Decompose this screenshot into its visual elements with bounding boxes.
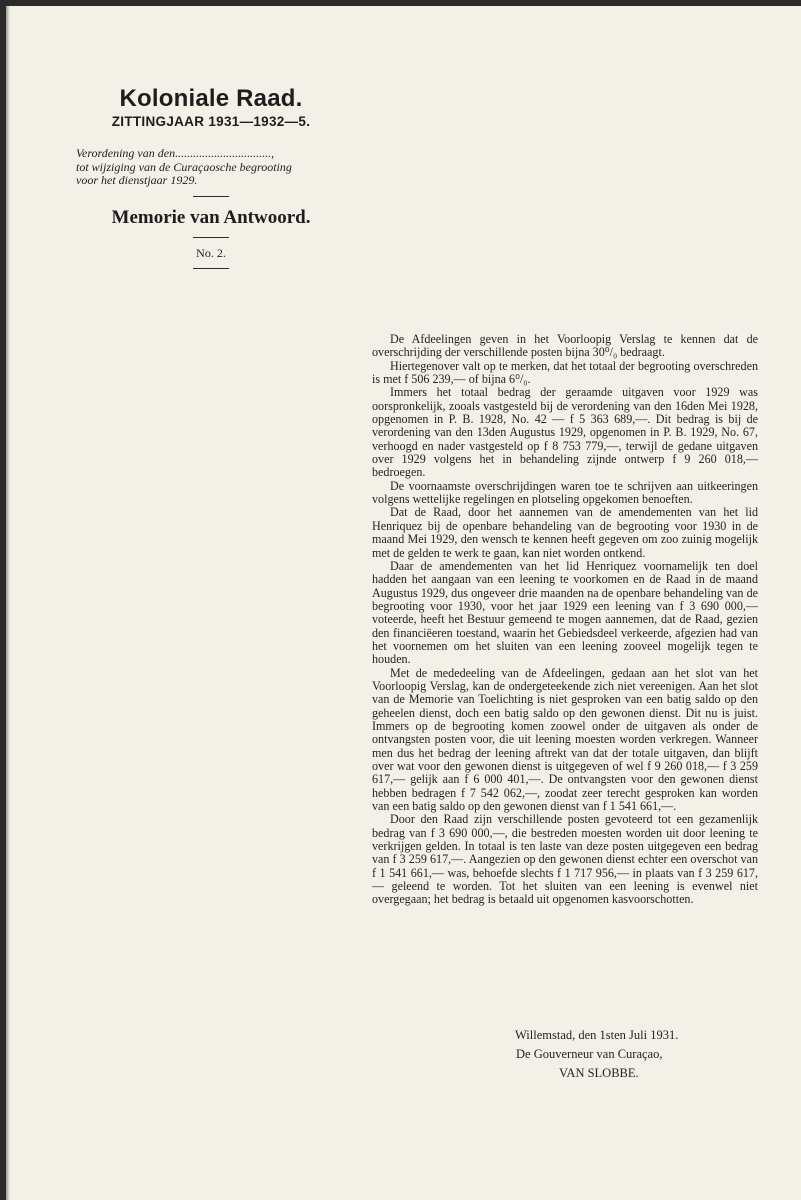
divider [193, 196, 229, 197]
paragraph: Hiertegenover valt op te merken, dat het totaal der begrooting overschreden is met f 506 239,— of bijna 6⁰/₀. [372, 358, 758, 387]
paragraph: Dat de Raad, door het aannemen van de amendementen van het lid Henriquez bij de openbare behandeling van de begrooting voor 1930 in de maand Mei 1929, den wensch te kennen heeft gegeven om zoo zuinig mogelijk met de gelden te werk te gaan, kan niet worden ontkend. [372, 505, 758, 560]
paragraph: De voornaamste overschrijdingen waren toe te schrijven aan uitkeeringen volgens wettelijke regelingen en plotseling opgekomen benoeften. [372, 478, 758, 507]
paragraph: De Afdeelingen geven in het Voorloopig Verslag te kennen dat de overschrijding der verschillende posten bijna 30⁰/₀ bedraagt. [372, 332, 758, 360]
divider [193, 268, 229, 269]
signatory-name: VAN SLOBBE. [559, 1066, 639, 1080]
paragraph: Daar de amendementen van het lid Henriquez voornamelijk ten doel hadden het aangaan van een leening te voorkomen en de Raad in de maand Augustus 1929, dus ongeveer drie maanden na de openbare behandeling van de begrooting voor 1930, voor het jaar 1929 een leening van f 3 690 000,— voteerde, heeft het Bestuur gemeend te mogen aannemen, dat de Raad, gezien den financiëeren toestand, waarin het Gebiedsdeel verkeerde, afgezien had van het voornemen om het sluiten van een leening zooveel mogelijk tegen te houden. [372, 558, 758, 667]
ordinance-line: Verordening van den................................, [76, 146, 275, 160]
council-title: Koloniale Raad. [119, 85, 303, 112]
paragraph: Met de mededeeling van de Afdeelingen, gedaan aan het slot van het Voorloopig Verslag, kan de ondergeteekende zich niet vereenigen. Aan het slot van de Memorie van Toelichting is niet gesproken van een batig saldo op den geheelen dienst, doch een batig saldo op den gewonen dienst. Dit nu is juist. Immers op de begrooting komen zoowel onder de uitgaven als onder de ontvangsten posten voor, die uit leening moesten worden verkregen. Wanneer men dus het bedrag der leening aftrekt van dat der totale uitgaven, dan blijft over wat voor den gewonen dienst is uitgegeven of wel f 9 260 018,— f 3 259 617,— gelijk aan f 6 000 401,—. De ontvangsten voor den gewonen dienst hebben bedragen f 7 542 062,—, zoodat zeer terecht gesproken kan worden van een batig saldo op den gewonen dienst van f 1 541 661,—. [372, 665, 758, 814]
document-page [6, 6, 801, 1200]
document-number: No. 2. [196, 245, 226, 260]
ordinance-reference [74, 147, 348, 188]
session-year: ZITTINGJAAR 1931—1932—5. [111, 114, 311, 129]
document-title: Memorie van Antwoord. [111, 206, 311, 228]
signature-block [372, 1026, 758, 1083]
page-edge-shadow [6, 6, 10, 1200]
document-header [74, 86, 348, 269]
ordinance-line: voor het dienstjaar 1929. [76, 173, 198, 187]
divider [193, 237, 229, 238]
ordinance-line: tot wijziging van de Curaçaosche begrooting [76, 159, 292, 174]
paragraph: Door den Raad zijn verschillende posten gevoteerd tot een gezamenlijk bedrag van f 3 690 000,—, die bestreden moesten worden uit door leening te verkrijgen gelden. In totaal is ten laste van deze posten uitgegeven een bedrag van f 3 259 617,—. Aangezien op den gewonen dienst echter een overschot van f 1 541 661,— was, behoefde slechts f 1 717 956,— in plaats van f 3 259 617,— geleend te worden. Tot het sluiten van een leening is evenwel niet overgegaan; het bedrag is betaald uit opgenomen kasvoorschotten. [372, 812, 758, 907]
signatory-office: De Gouverneur van Curaçao, [516, 1047, 663, 1061]
memorie-text [372, 333, 758, 907]
paragraph: Immers het totaal bedrag der geraamde uitgaven voor 1929 was oorspronkelijk, zooals vastgesteld bij de verordening van den 16den Mei 1928, opgenomen in P. B. 1928, No. 42 — f 5 363 689,—. Dit bedrag is bij de verordening van den 13den Augustus 1929, opgenomen in P. B. 1929, No. 67, verhoogd en nader vastgesteld op f 8 753 779,—, terwijl de gedane uitgaven over 1929 volgens het in behandeling zijnde ontwerp f 9 260 018,— bedroegen. [372, 385, 758, 480]
place-date: Willemstad, den 1sten Juli 1931. [515, 1028, 679, 1042]
